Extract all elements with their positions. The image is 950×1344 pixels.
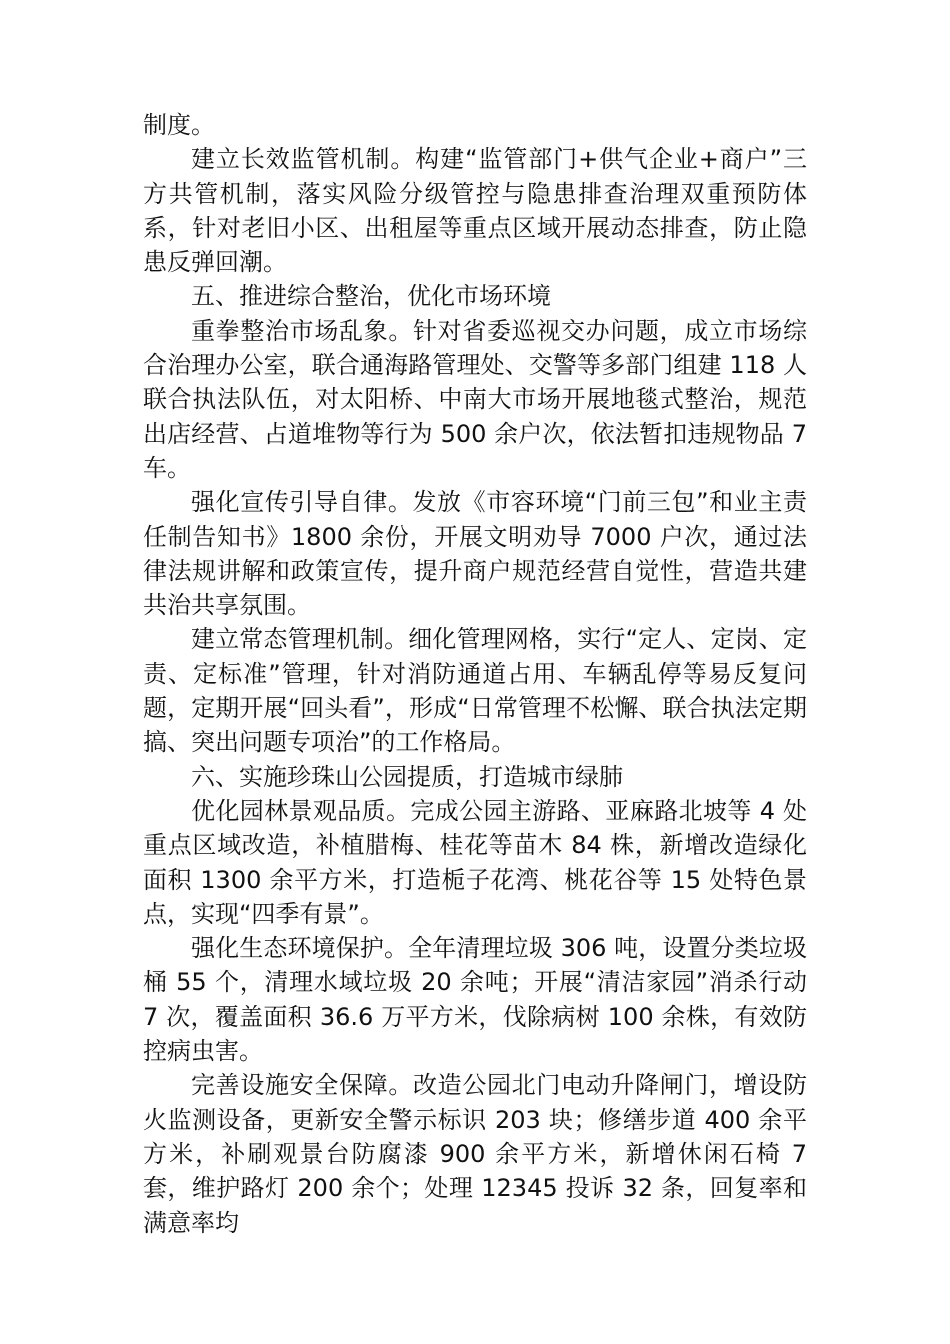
paragraph-8: 完善设施安全保障。改造公园北门电动升降闸门，增设防火监测设备，更新安全警示标识 203 块；修缮步道 400 余平方米，补刷观景台防腐漆 900 余平方米，新增休闲石椅 7 套，维护路灯 200 余个；处理 12345 投诉 32 条，回复率和满意率均 [143, 1071, 807, 1237]
paragraph-4: 强化宣传引导自律。发放《市容环境“门前三包”和业主责任制告知书》1800 余份，开展文明劝导 7000 户次，通过法律法规讲解和政策宣传，提升商户规范经营自觉性，营造共建共治共享氛围。 [143, 488, 807, 620]
paragraph-3: 重拳整治市场乱象。针对省委巡视交办问题，成立市场综合治理办公室，联合通海路管理处、交警等多部门组建 118 人联合执法队伍，对太阳桥、中南大市场开展地毯式整治，规范出店经营、占道堆物等行为 500 余户次，依法暂扣违规物品 7 车。 [143, 316, 807, 482]
paragraph-6: 优化园林景观品质。完成公园主游路、亚麻路北坡等 4 处重点区域改造，补植腊梅、桂花等苗木 84 株，新增改造绿化面积 1300 余平方米，打造栀子花湾、桃花谷等 15 处特色景点，实现“四季有景”。 [143, 796, 807, 928]
section-heading-5: 五、推进综合整治，优化市场环境 [191, 282, 551, 311]
paragraph-2: 建立长效监管机制。构建“监管部门+供气企业+商户”三方共管机制，落实风险分级管控与隐患排查治理双重预防体系，针对老旧小区、出租屋等重点区域开展动态排查，防止隐患反弹回潮。 [143, 145, 807, 277]
paragraph-5: 建立常态管理机制。细化管理网格，实行“定人、定岗、定责、定标准”管理，针对消防通道占用、车辆乱停等易反复问题，定期开展“回头看”，形成“日常管理不松懈、联合执法定期搞、突出问题专项治”的工作格局。 [143, 625, 807, 757]
section-heading-6: 六、实施珍珠山公园提质，打造城市绿肺 [191, 762, 623, 791]
paragraph-7: 强化生态环境保护。全年清理垃圾 306 吨，设置分类垃圾桶 55 个，清理水域垃圾 20 余吨；开展“清洁家园”消杀行动 7 次，覆盖面积 36.6 万平方米，伐除病树 100 余株，有效防控病虫害。 [143, 934, 807, 1066]
paragraph-1: 制度。 [143, 111, 215, 139]
document-body [143, 108, 807, 1240]
